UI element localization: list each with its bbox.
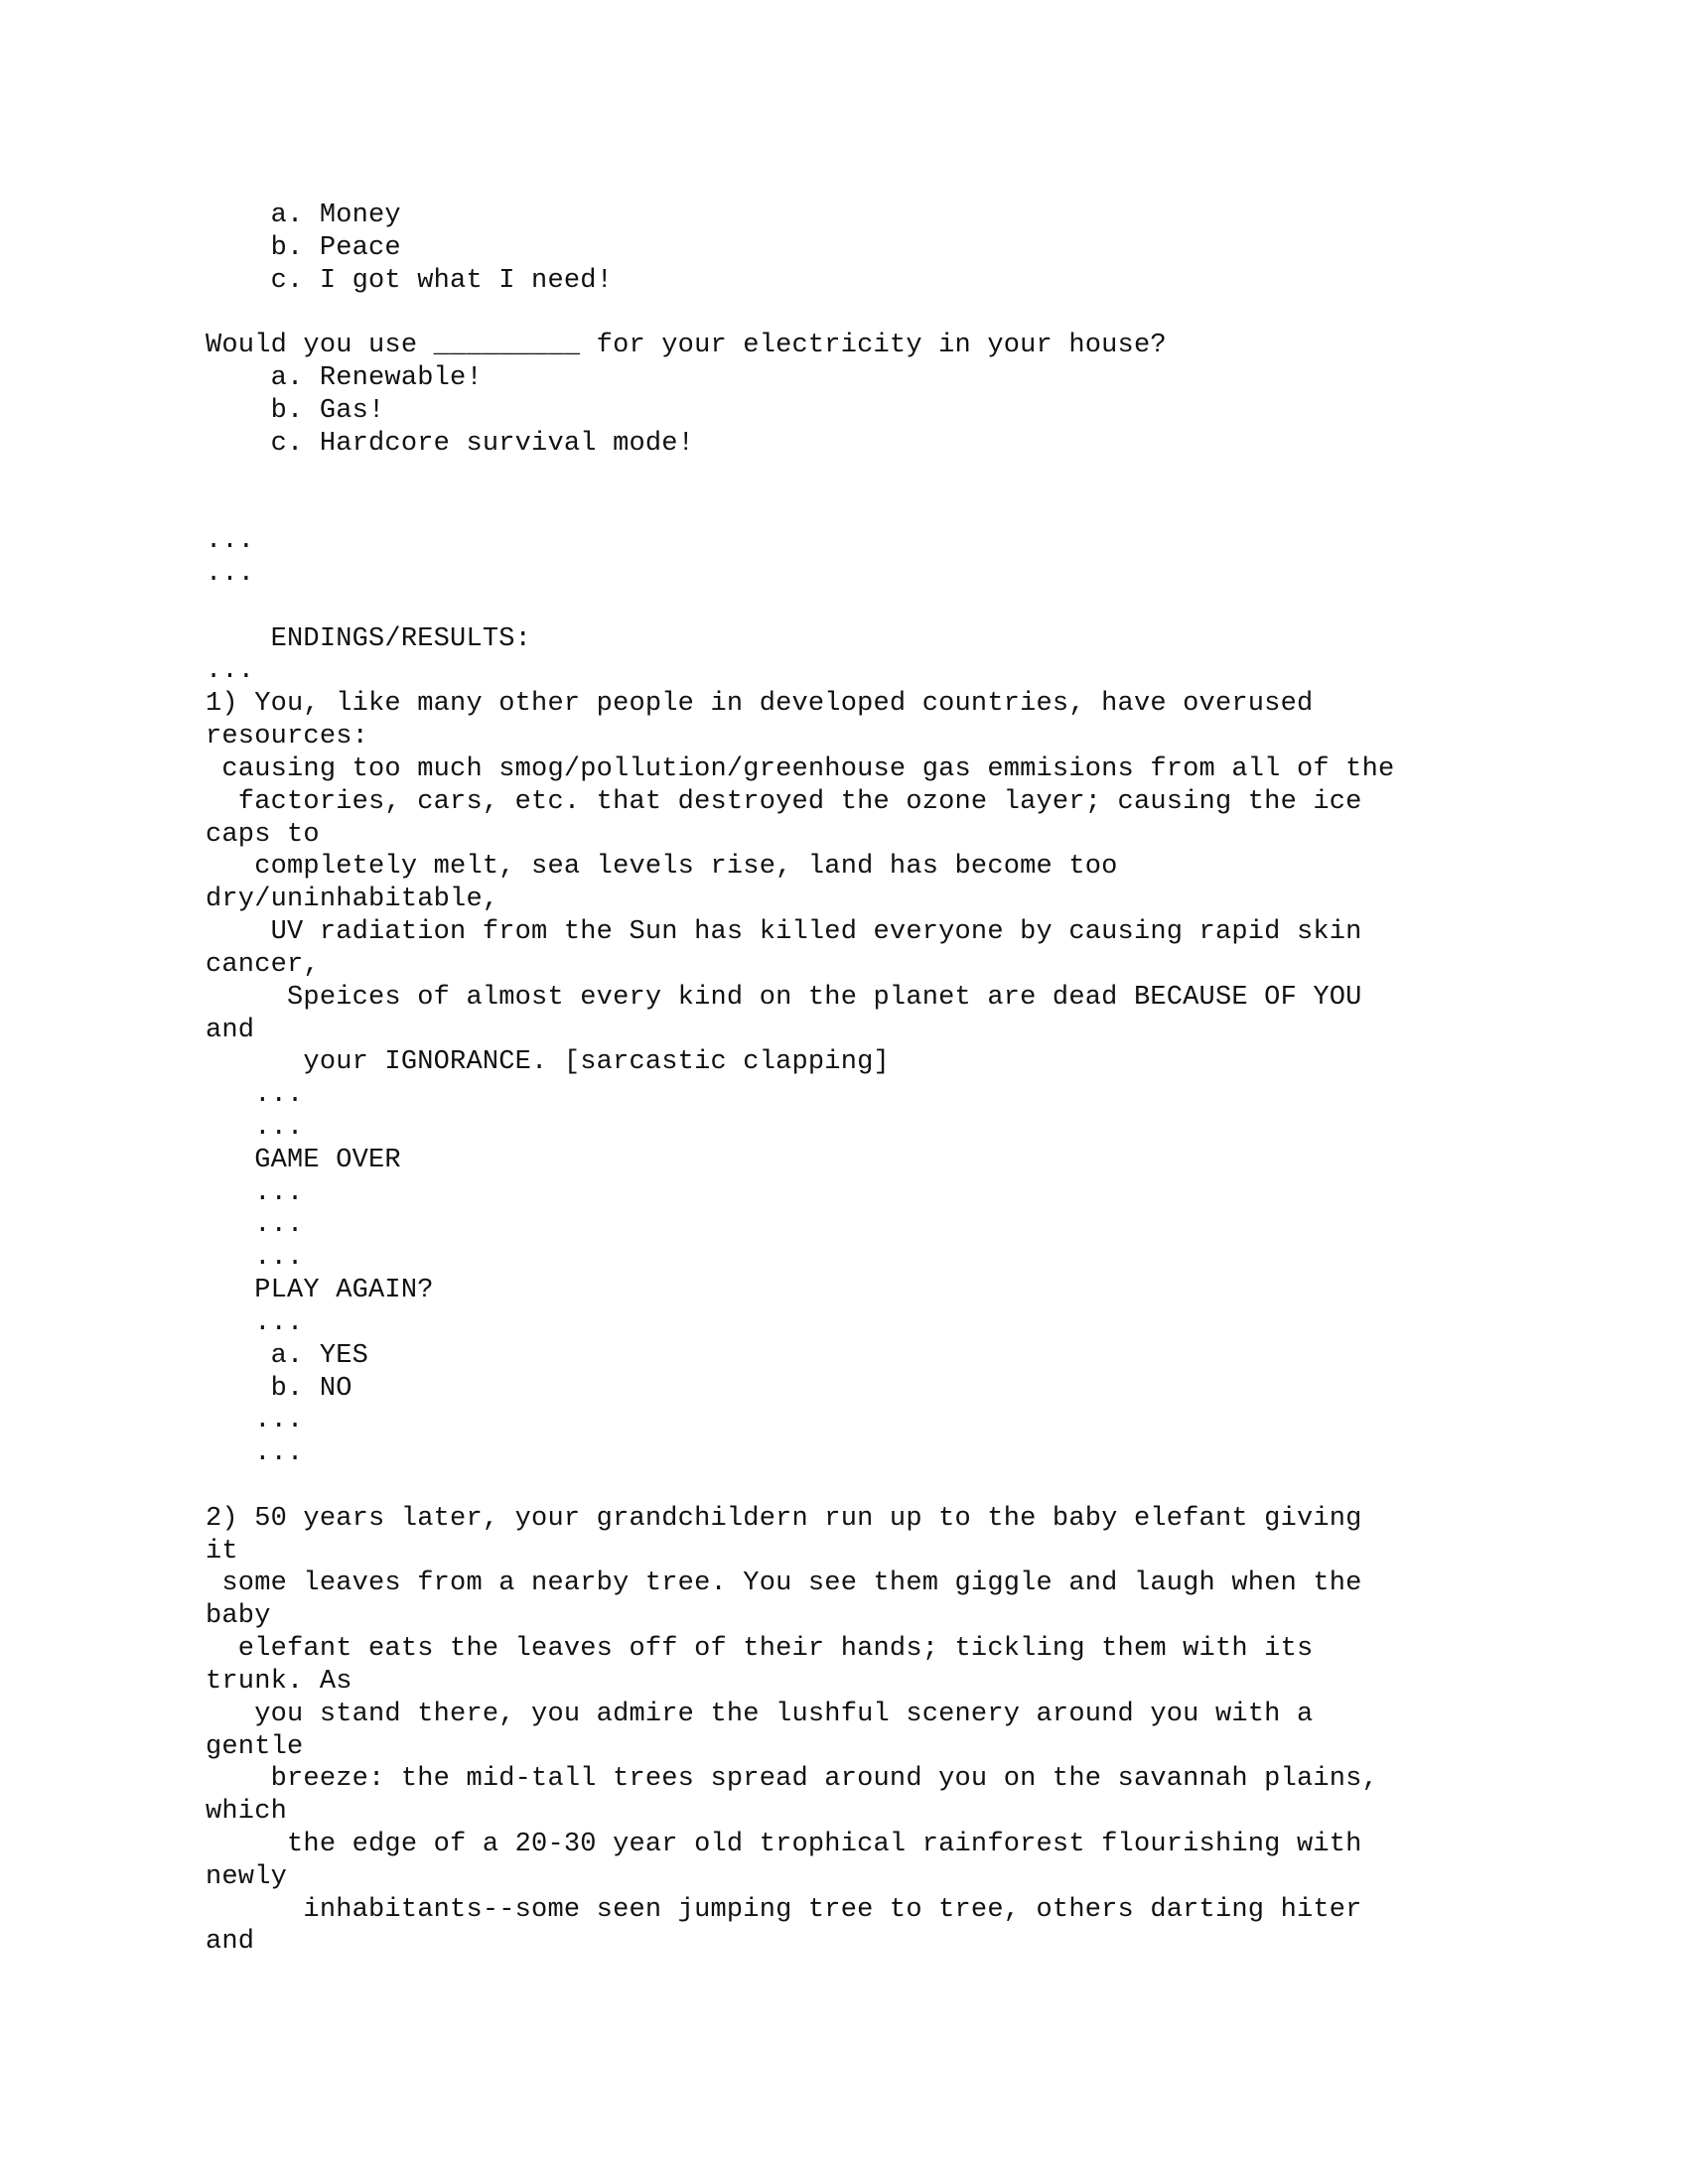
document-line: ENDINGS/RESULTS:	[206, 623, 532, 654]
document-line: ...	[206, 1307, 304, 1338]
document-line: ...	[206, 526, 255, 557]
document-line: ...	[206, 1080, 304, 1111]
document-line: b. Peace	[206, 232, 401, 263]
document-line: Speices of almost every kind on the planet are dead BECAUSE OF YOU	[206, 982, 1362, 1013]
document-line: the edge of a 20-30 year old trophical rainforest flourishing with	[206, 1830, 1362, 1859]
document-line: ...	[206, 1406, 304, 1436]
document-line: ...	[206, 1210, 304, 1241]
document-line: ...	[206, 656, 255, 687]
document-line: a. Renewable!	[206, 363, 483, 394]
document-line: Would you use _________ for your electricity in your house?	[206, 331, 1167, 361]
document-line: which	[206, 1797, 288, 1828]
document-line: ...	[206, 1438, 304, 1469]
document-line: 2) 50 years later, your grandchildern run up to the baby elefant giving	[206, 1503, 1362, 1534]
document-line: factories, cars, etc. that destroyed the ozone layer; causing the ice	[206, 786, 1362, 817]
document-line: and	[206, 1927, 255, 1958]
document-line: your IGNORANCE. [sarcastic clapping]	[206, 1047, 890, 1078]
document-line: GAME OVER	[206, 1145, 401, 1175]
document-line: a. YES	[206, 1340, 369, 1371]
document-line: elefant eats the leaves off of their hands; tickling them with its	[206, 1634, 1314, 1665]
document-line: newly	[206, 1861, 288, 1892]
document-line: completely melt, sea levels rise, land has become too	[206, 852, 1118, 883]
document-line: you stand there, you admire the lushful scenery around you with a	[206, 1699, 1314, 1729]
document-line: a. Money	[206, 201, 401, 230]
document-line: it	[206, 1536, 238, 1567]
document-line: ...	[206, 1243, 304, 1274]
document-line: causing too much smog/pollution/greenhouse gas emmisions from all of the	[206, 753, 1395, 784]
document-line: cancer,	[206, 949, 320, 980]
document-line: c. Hardcore survival mode!	[206, 428, 695, 459]
document-line: some leaves from a nearby tree. You see them giggle and laugh when the	[206, 1569, 1362, 1599]
document-line: and	[206, 1015, 255, 1045]
document-line: resources:	[206, 722, 369, 752]
document-line: baby	[206, 1601, 271, 1632]
document-line: breeze: the mid-tall trees spread around you on the savannah plains,	[206, 1764, 1378, 1795]
document-line: gentle	[206, 1731, 304, 1762]
document-line: b. NO	[206, 1373, 352, 1404]
document-line: c. I got what I need!	[206, 265, 614, 296]
document-line: inhabitants--some seen jumping tree to tree, others darting hiter	[206, 1894, 1362, 1925]
document-line: ...	[206, 1112, 304, 1143]
document-line: dry/uninhabitable,	[206, 885, 499, 915]
document-line: ...	[206, 559, 255, 590]
document-line: trunk. As	[206, 1666, 352, 1697]
document-line: b. Gas!	[206, 395, 385, 426]
document-line: caps to	[206, 819, 320, 850]
document-line: PLAY AGAIN?	[206, 1276, 434, 1306]
document-line: ...	[206, 1177, 304, 1208]
document-line: UV radiation from the Sun has killed everyone by causing rapid skin	[206, 917, 1362, 948]
document-line: 1) You, like many other people in developed countries, have overused	[206, 689, 1314, 720]
